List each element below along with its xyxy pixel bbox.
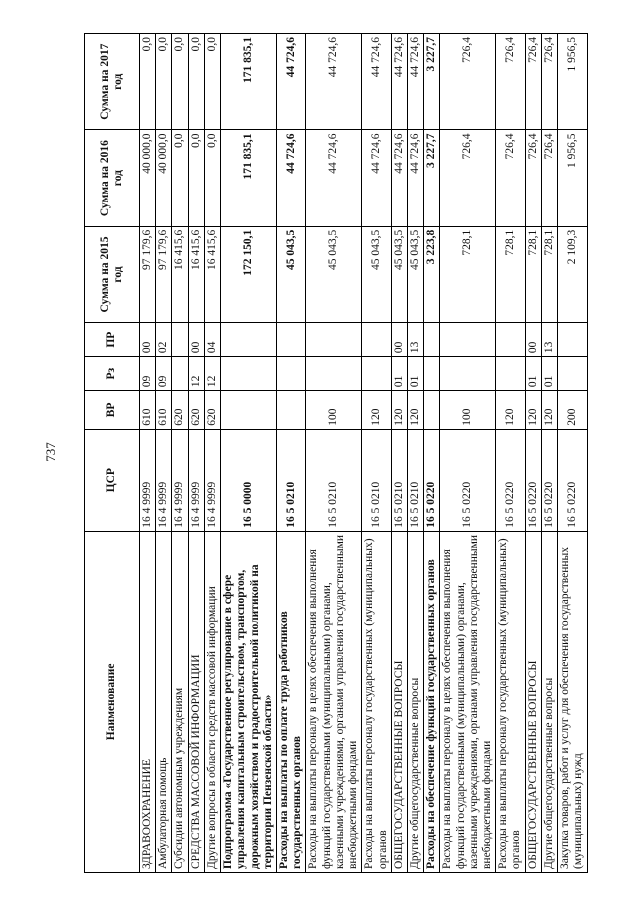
cell-sum-2016: 3 227,7 xyxy=(424,130,440,226)
cell-vr: 120 xyxy=(407,391,423,430)
cell-sum-2016: 44 724,6 xyxy=(306,130,362,226)
cell-csr: 16 5 0210 xyxy=(362,429,391,531)
cell-sum-2017: 44 724,6 xyxy=(276,34,305,130)
cell-sum-2016: 44 724,6 xyxy=(276,130,305,226)
cell-pr: 00 xyxy=(140,323,156,357)
cell-csr: 16 4 9999 xyxy=(204,429,220,531)
cell-rz xyxy=(558,357,587,391)
cell-sum-2017: 726,4 xyxy=(496,34,525,130)
cell-sum-2015: 728,1 xyxy=(541,226,557,322)
cell-sum-2015: 45 043,5 xyxy=(391,226,407,322)
cell-pr: 13 xyxy=(541,323,557,357)
header-sum-2017: Сумма на 2017 год xyxy=(85,34,140,130)
cell-sum-2015: 728,1 xyxy=(440,226,496,322)
cell-sum-2015: 97 179,6 xyxy=(140,226,156,322)
table-row xyxy=(276,34,305,873)
cell-sum-2017: 726,4 xyxy=(541,34,557,130)
header-sum-2015: Сумма на 2015 год xyxy=(85,226,140,322)
table-row xyxy=(440,34,496,873)
cell-name: ОБЩЕГОСУДАРСТВЕННЫЕ ВОПРОСЫ xyxy=(525,531,541,872)
cell-sum-2017: 726,4 xyxy=(525,34,541,130)
table-row xyxy=(140,34,156,873)
cell-pr xyxy=(276,323,305,357)
table-row xyxy=(525,34,541,873)
cell-vr xyxy=(276,391,305,430)
header-rz: Рз xyxy=(85,357,140,391)
cell-sum-2015: 16 415,6 xyxy=(172,226,188,322)
cell-name: Расходы на выплаты по оплате труда работников государственных органов xyxy=(276,531,305,872)
cell-sum-2015: 16 415,6 xyxy=(188,226,204,322)
cell-rz: 01 xyxy=(525,357,541,391)
cell-pr xyxy=(558,323,587,357)
cell-csr: 16 4 9999 xyxy=(156,429,172,531)
cell-rz: 01 xyxy=(541,357,557,391)
cell-vr: 100 xyxy=(440,391,496,430)
cell-name: Расходы на выплаты персоналу государственных (муниципальных) органов xyxy=(362,531,391,872)
cell-pr xyxy=(172,323,188,357)
cell-pr: 00 xyxy=(525,323,541,357)
cell-name: СРЕДСТВА МАССОВОЙ ИНФОРМАЦИИ xyxy=(188,531,204,872)
cell-csr: 16 5 0210 xyxy=(407,429,423,531)
cell-sum-2015: 45 043,5 xyxy=(306,226,362,322)
cell-rz xyxy=(172,357,188,391)
cell-vr xyxy=(221,391,277,430)
cell-vr: 120 xyxy=(541,391,557,430)
cell-sum-2016: 0,0 xyxy=(188,130,204,226)
cell-sum-2015: 728,1 xyxy=(525,226,541,322)
cell-rz: 01 xyxy=(391,357,407,391)
cell-vr xyxy=(424,391,440,430)
table-row xyxy=(204,34,220,873)
cell-csr: 16 5 0220 xyxy=(525,429,541,531)
cell-sum-2017: 0,0 xyxy=(204,34,220,130)
cell-csr: 16 5 0220 xyxy=(424,429,440,531)
cell-name: Амбулаторная помощь xyxy=(156,531,172,872)
cell-sum-2017: 171 835,1 xyxy=(221,34,277,130)
table-row xyxy=(362,34,391,873)
cell-vr: 200 xyxy=(558,391,587,430)
cell-csr: 16 5 0220 xyxy=(496,429,525,531)
header-vr: ВР xyxy=(85,391,140,430)
cell-csr: 16 5 0220 xyxy=(541,429,557,531)
cell-sum-2016: 726,4 xyxy=(496,130,525,226)
cell-rz xyxy=(306,357,362,391)
cell-pr xyxy=(440,323,496,357)
table-row xyxy=(156,34,172,873)
cell-pr: 00 xyxy=(188,323,204,357)
cell-sum-2015: 2 109,3 xyxy=(558,226,587,322)
cell-pr xyxy=(306,323,362,357)
cell-csr: 16 4 9999 xyxy=(172,429,188,531)
table-row xyxy=(424,34,440,873)
table-body xyxy=(140,34,588,873)
cell-sum-2016: 1 956,5 xyxy=(558,130,587,226)
cell-sum-2015: 45 043,5 xyxy=(276,226,305,322)
cell-pr: 13 xyxy=(407,323,423,357)
cell-sum-2016: 726,4 xyxy=(541,130,557,226)
cell-sum-2016: 0,0 xyxy=(204,130,220,226)
cell-sum-2015: 172 150,1 xyxy=(221,226,277,322)
cell-name: Закупка товаров, работ и услуг для обеспечения государственных (муниципальных) нужд xyxy=(558,531,587,872)
cell-pr xyxy=(424,323,440,357)
table-row xyxy=(558,34,587,873)
cell-sum-2016: 40 000,0 xyxy=(140,130,156,226)
cell-sum-2015: 728,1 xyxy=(496,226,525,322)
budget-table xyxy=(84,33,588,873)
cell-sum-2016: 44 724,6 xyxy=(362,130,391,226)
cell-name: ОБЩЕГОСУДАРСТВЕННЫЕ ВОПРОСЫ xyxy=(391,531,407,872)
cell-sum-2017: 44 724,6 xyxy=(391,34,407,130)
cell-rz: 01 xyxy=(407,357,423,391)
table-row xyxy=(391,34,407,873)
cell-vr: 610 xyxy=(140,391,156,430)
cell-csr: 16 5 0210 xyxy=(306,429,362,531)
cell-pr xyxy=(362,323,391,357)
table-row xyxy=(306,34,362,873)
cell-pr: 02 xyxy=(156,323,172,357)
cell-sum-2016: 44 724,6 xyxy=(407,130,423,226)
header-csr: ЦСР xyxy=(85,429,140,531)
cell-pr xyxy=(496,323,525,357)
cell-vr: 120 xyxy=(362,391,391,430)
cell-sum-2017: 726,4 xyxy=(440,34,496,130)
table-row xyxy=(172,34,188,873)
cell-name: Расходы на обеспечение функций государственных органов xyxy=(424,531,440,872)
cell-sum-2015: 45 043,5 xyxy=(407,226,423,322)
cell-vr: 620 xyxy=(204,391,220,430)
cell-rz xyxy=(496,357,525,391)
cell-name: Другие вопросы в области средств массовой информации xyxy=(204,531,220,872)
cell-pr: 00 xyxy=(391,323,407,357)
cell-csr: 16 5 0220 xyxy=(558,429,587,531)
cell-csr: 16 5 0210 xyxy=(276,429,305,531)
cell-vr: 120 xyxy=(391,391,407,430)
table-header-row xyxy=(85,34,140,873)
cell-sum-2017: 0,0 xyxy=(172,34,188,130)
table-row xyxy=(188,34,204,873)
cell-name: Субсидии автономным учреждениям xyxy=(172,531,188,872)
cell-name: Расходы на выплаты персоналу в целях обеспечения выполнения функций государственными (муниципальными) органами, казенными учреждениями, органами управления государственными внебюджетными фондами xyxy=(440,531,496,872)
cell-sum-2016: 44 724,6 xyxy=(391,130,407,226)
cell-sum-2015: 45 043,5 xyxy=(362,226,391,322)
cell-csr: 16 4 9999 xyxy=(140,429,156,531)
cell-sum-2016: 726,4 xyxy=(525,130,541,226)
cell-rz xyxy=(276,357,305,391)
cell-rz xyxy=(362,357,391,391)
cell-sum-2016: 40 000,0 xyxy=(156,130,172,226)
cell-sum-2017: 3 227,7 xyxy=(424,34,440,130)
cell-rz: 12 xyxy=(204,357,220,391)
cell-vr: 120 xyxy=(525,391,541,430)
cell-vr: 100 xyxy=(306,391,362,430)
cell-rz xyxy=(424,357,440,391)
cell-sum-2017: 0,0 xyxy=(188,34,204,130)
cell-vr: 620 xyxy=(172,391,188,430)
cell-rz: 09 xyxy=(156,357,172,391)
header-name: Наименование xyxy=(85,531,140,872)
cell-name: Расходы на выплаты персоналу государственных (муниципальных) органов xyxy=(496,531,525,872)
cell-rz: 12 xyxy=(188,357,204,391)
cell-rz xyxy=(221,357,277,391)
table-row xyxy=(496,34,525,873)
table-row xyxy=(541,34,557,873)
cell-vr: 610 xyxy=(156,391,172,430)
cell-sum-2015: 97 179,6 xyxy=(156,226,172,322)
cell-sum-2016: 726,4 xyxy=(440,130,496,226)
rotated-table-container xyxy=(84,33,585,873)
cell-sum-2017: 44 724,6 xyxy=(306,34,362,130)
cell-rz: 09 xyxy=(140,357,156,391)
cell-sum-2015: 16 415,6 xyxy=(204,226,220,322)
header-pr: ПР xyxy=(85,323,140,357)
cell-name: Подпрограмма «Государственное регулирование в сфере управления капитальным строительством, транспортом, дорожным хозяйством и градостроительной политикой на территории Пензенской области» xyxy=(221,531,277,872)
cell-rz xyxy=(440,357,496,391)
page-number: 737 xyxy=(43,442,58,462)
cell-pr xyxy=(221,323,277,357)
cell-vr: 620 xyxy=(188,391,204,430)
cell-name: ЗДРАВООХРАНЕНИЕ xyxy=(140,531,156,872)
cell-sum-2017: 1 956,5 xyxy=(558,34,587,130)
cell-csr: 16 5 0000 xyxy=(221,429,277,531)
cell-sum-2015: 3 223,8 xyxy=(424,226,440,322)
cell-name: Расходы на выплаты персоналу в целях обеспечения выполнения функций государственными (муниципальными) органами, казенными учреждениями, органами управления государственными внебюджетными фондами xyxy=(306,531,362,872)
cell-csr: 16 5 0210 xyxy=(391,429,407,531)
cell-sum-2017: 44 724,6 xyxy=(362,34,391,130)
cell-name: Другие общегосударственные вопросы xyxy=(407,531,423,872)
table-row xyxy=(221,34,277,873)
table-row xyxy=(407,34,423,873)
cell-sum-2017: 0,0 xyxy=(156,34,172,130)
cell-name: Другие общегосударственные вопросы xyxy=(541,531,557,872)
cell-sum-2017: 44 724,6 xyxy=(407,34,423,130)
cell-pr: 04 xyxy=(204,323,220,357)
cell-sum-2017: 0,0 xyxy=(140,34,156,130)
header-sum-2016: Сумма на 2016 год xyxy=(85,130,140,226)
cell-sum-2016: 0,0 xyxy=(172,130,188,226)
cell-csr: 16 5 0220 xyxy=(440,429,496,531)
cell-csr: 16 4 9999 xyxy=(188,429,204,531)
cell-sum-2016: 171 835,1 xyxy=(221,130,277,226)
cell-vr: 120 xyxy=(496,391,525,430)
